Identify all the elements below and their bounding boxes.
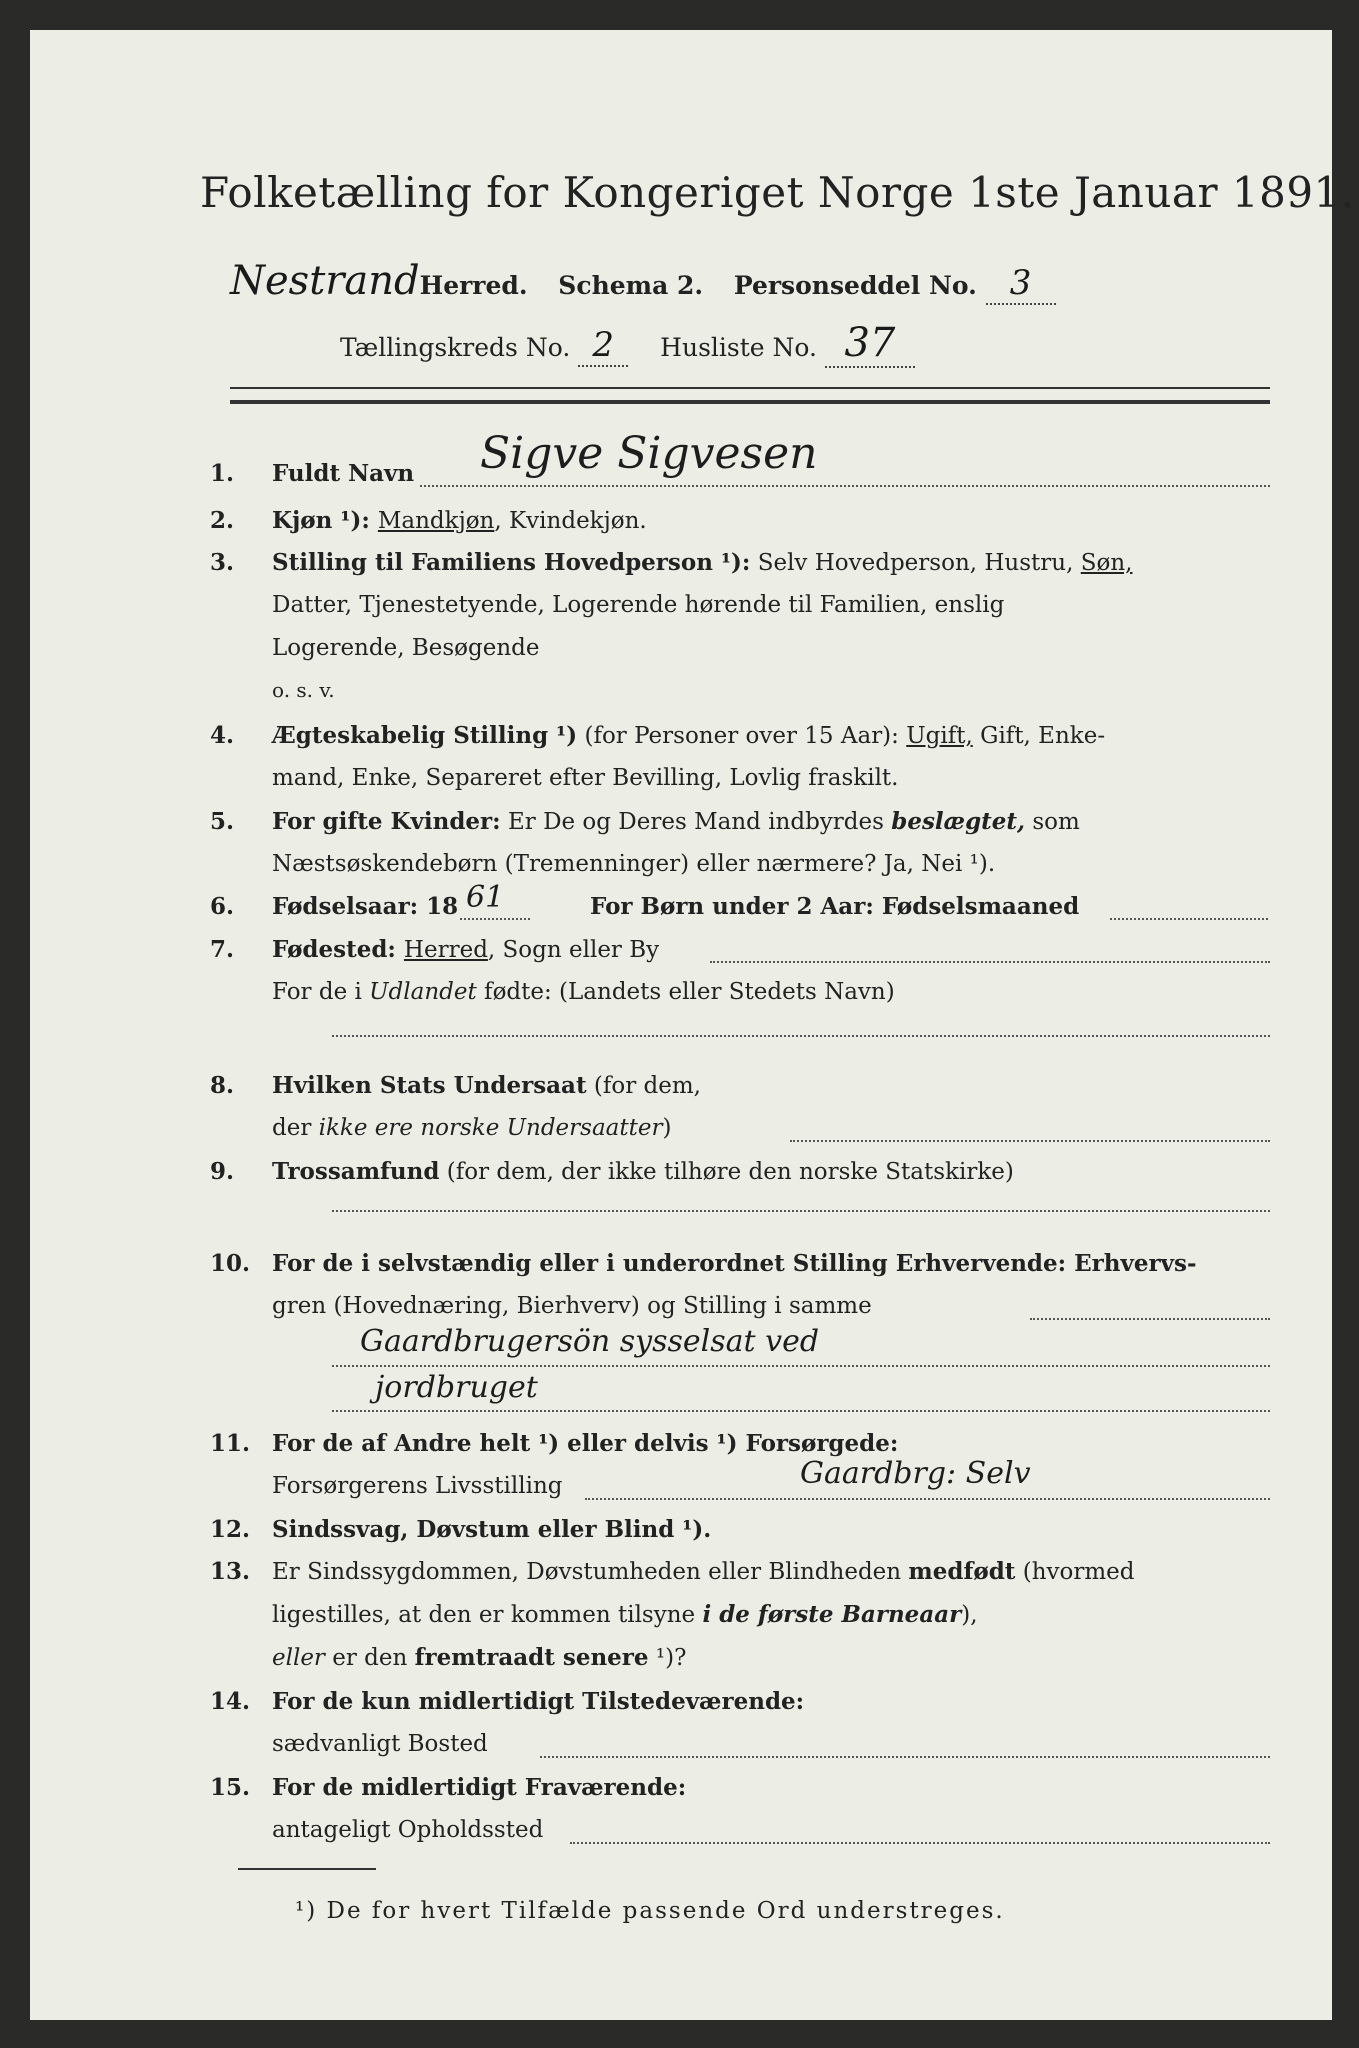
item-8-text-1: Hvilken Stats Undersaat (for dem, (272, 1072, 701, 1099)
item-12-text: Sindssvag, Døvstum eller Blind ¹). (272, 1516, 712, 1543)
header-kreds-line (340, 320, 915, 368)
herred-name: Nestrand (230, 258, 420, 304)
form-title: Folketælling for Kongeriget Norge 1ste Januar 1891. (200, 168, 1355, 217)
kreds-no: 2 (578, 325, 628, 367)
item-1-answer: Sigve Sigvesen (480, 428, 818, 479)
item-7-line-2 (332, 1035, 1270, 1037)
item-2-number: 2. (210, 507, 235, 534)
item-15-line (570, 1842, 1270, 1844)
item-1-number: 1. (210, 460, 235, 487)
item-10-number: 10. (210, 1250, 251, 1277)
item-11-answer: Gaardbrg: Selv (800, 1456, 1031, 1491)
husliste-no: 37 (825, 320, 915, 368)
item-13-number: 13. (210, 1558, 251, 1585)
item-10-line-1 (1030, 1318, 1270, 1320)
item-5-number: 5. (210, 808, 235, 835)
footnote-rule (238, 1868, 376, 1870)
item-7-text-1: Fødested: Herred, Sogn eller By (272, 936, 660, 963)
item-3-text-4: o. s. v. (272, 678, 335, 702)
item-11-text-2: Forsørgerens Livsstilling (272, 1473, 563, 1499)
item-6-answer: 61 (466, 880, 505, 915)
item-6-number: 6. (210, 893, 235, 920)
item-13-text-3: eller er den fremtraadt senere ¹)? (272, 1644, 687, 1671)
item-10-answer-1: Gaardbrugersön sysselsat ved (360, 1324, 820, 1359)
item-14-line (540, 1756, 1270, 1758)
item-6-year-line (460, 918, 530, 920)
header-rule-thin (230, 387, 1270, 389)
item-14-text-2: sædvanligt Bosted (272, 1731, 488, 1757)
item-9-line (332, 1210, 1270, 1212)
header-rule-thick (230, 400, 1270, 404)
item-6-label-2: For Børn under 2 Aar: Fødselsmaaned (590, 893, 1080, 920)
item-7-number: 7. (210, 936, 235, 963)
item-1-label: Fuldt Navn (272, 460, 415, 487)
census-form (30, 30, 1355, 2020)
item-5-text-1: For gifte Kvinder: Er De og Deres Mand indbyrdes beslægtet, som (272, 808, 1080, 835)
item-11-line (585, 1498, 1270, 1500)
item-10-text-2: gren (Hovednæring, Bierhverv) og Stilling i samme (272, 1293, 872, 1319)
item-4-number: 4. (210, 722, 235, 749)
item-3-text-2: Datter, Tjenestetyende, Logerende hørende til Familien, enslig (272, 592, 1005, 618)
personseddel-label: Personseddel No. (733, 271, 977, 300)
kreds-label: Tællingskreds No. (340, 333, 571, 362)
item-13-text-2: ligestilles, at den er kommen tilsyne i de første Barneaar), (272, 1601, 978, 1628)
herred-label: Herred. (419, 271, 528, 300)
personseddel-no: 3 (986, 263, 1056, 305)
item-8-text-2: der ikke ere norske Undersaatter) (272, 1115, 672, 1141)
item-15-number: 15. (210, 1774, 251, 1801)
item-9-number: 9. (210, 1158, 235, 1185)
item-15-text-1: For de midlertidigt Fraværende: (272, 1774, 687, 1801)
item-3-text-1: Stilling til Familiens Hovedperson ¹): Selv Hovedperson, Hustru, Søn, (272, 549, 1133, 576)
item-12-number: 12. (210, 1516, 251, 1543)
item-8-line (790, 1140, 1270, 1142)
item-7-line (710, 961, 1270, 963)
item-3-number: 3. (210, 549, 235, 576)
husliste-label: Husliste No. (660, 333, 817, 362)
item-10-text-1: For de i selvstændig eller i underordnet Stilling Erhvervende: Erhvervs- (272, 1250, 1197, 1277)
footnote: ¹) De for hvert Tilfælde passende Ord understreges. (295, 1898, 1005, 1924)
item-1-line (420, 485, 1270, 487)
item-11-text-1: For de af Andre helt ¹) eller delvis ¹) Forsørgede: (272, 1430, 899, 1457)
item-7-text-2: For de i Udlandet fødte: (Landets eller Stedets Navn) (272, 979, 895, 1005)
item-10-line-2 (332, 1365, 1270, 1367)
item-14-text-1: For de kun midlertidigt Tilstedeværende: (272, 1688, 805, 1715)
item-6-label: Fødselsaar: 18 (272, 893, 459, 920)
item-8-number: 8. (210, 1072, 235, 1099)
item-3-text-3: Logerende, Besøgende (272, 635, 540, 661)
item-2-text: Kjøn ¹): Mandkjøn, Kvindekjøn. (272, 507, 647, 534)
item-15-text-2: antageligt Opholdssted (272, 1817, 544, 1843)
item-4-text-1: Ægteskabelig Stilling ¹) (for Personer over 15 Aar): Ugift, Gift, Enke- (272, 722, 1106, 749)
item-6-month-line (1110, 918, 1268, 920)
item-11-number: 11. (210, 1430, 251, 1457)
item-4-text-2: mand, Enke, Separeret efter Bevilling, Lovlig fraskilt. (272, 765, 899, 791)
item-14-number: 14. (210, 1688, 251, 1715)
item-10-answer-2: jordbruget (375, 1370, 538, 1405)
header-herred-line (230, 258, 1056, 305)
item-13-text-1: Er Sindssygdommen, Døvstumheden eller Blindheden medfødt (hvormed (272, 1558, 1135, 1585)
schema-label: Schema 2. (558, 271, 704, 300)
item-5-text-2: Næstsøskendebørn (Tremenninger) eller nærmere? Ja, Nei ¹). (272, 851, 996, 877)
item-9-text: Trossamfund (for dem, der ikke tilhøre den norske Statskirke) (272, 1158, 1014, 1185)
item-10-line-3 (332, 1410, 1270, 1412)
